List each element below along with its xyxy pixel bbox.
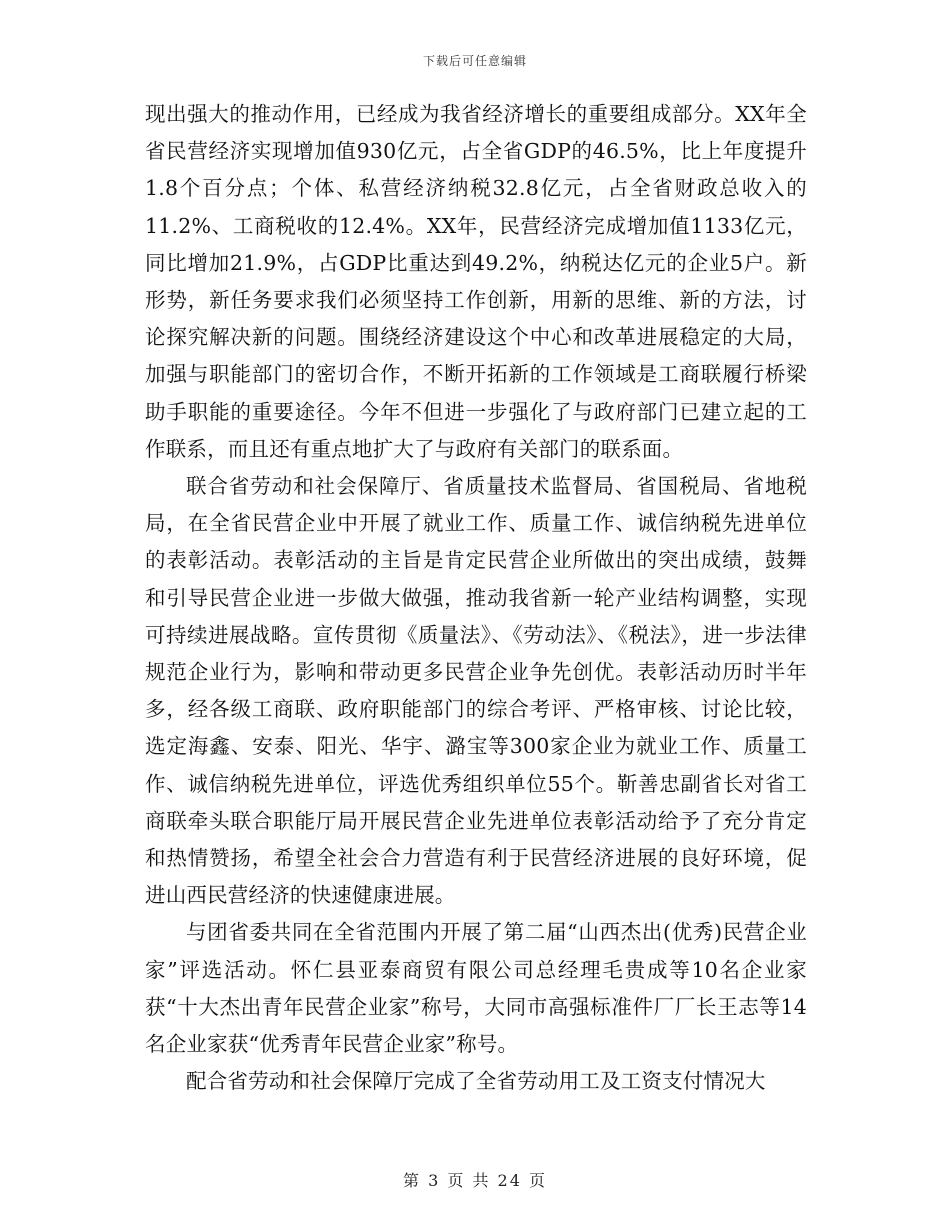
page-header-note: 下载后可任意编辑	[422, 54, 527, 68]
paragraph-continuation: 现出强大的推动作用，已经成为我省经济增长的重要组成部分。XX年全省民营经济实现增加值930亿元，占全省GDP的46.5%，比上年度提升1.8个百分点；个体、私营经济纳税32.8亿元，占全省财政总收入的11.2%、工商税收的12.4%。XX年，民营经济完成增加值1133亿元，同比增加21.9%，占GDP比重达到49.2%，纳税达亿元的企业5户。新形势，新任务要求我们必须坚持工作创新，用新的思维、新的方法，讨论探究解决新的问题。围绕经济建设这个中心和改革进展稳定的大局，加强与职能部门的密切合作，不断开拓新的工作领域是工商联履行桥梁助手职能的重要途径。今年不但进一步强化了与政府部门已建立起的工作联系，而且还有重点地扩大了与政府有关部门的联系面。	[145, 102, 807, 461]
paragraph-labor-survey: 配合省劳动和社会保障厅完成了全省劳动用工及工资支付情况大	[186, 1069, 766, 1094]
paragraph-commendation: 联合省劳动和社会保障厅、省质量技术监督局、省国税局、省地税局，在全省民营企业中开展了就业工作、质量工作、诚信纳税先进单位的表彰活动。表彰活动的主旨是肯定民营企业所做出的突出成绩，鼓舞和引导民营企业进一步做大做强，推动我省新一轮产业结构调整，实现可持续进展战略。宣传贯彻《质量法》、《劳动法》、《税法》，进一步法律规范企业行为，影响和带动更多民营企业争先创优。表彰活动历时半年多，经各级工商联、政府职能部门的综合考评、严格审核、讨论比较，选定海鑫、安泰、阳光、华宇、潞宝等300家企业为就业工作、质量工作、诚信纳税先进单位，评选优秀组织单位55个。靳善忠副省长对省工商联牵头联合职能厅局开展民营企业先进单位表彰活动给予了充分肯定和热情赞扬，希望全社会合力营造有利于民营经济进展的良好环境，促进山西民营经济的快速健康进展。	[145, 474, 807, 908]
paragraph-entrepreneur-selection: 与团省委共同在全省范围内开展了第二届“山西杰出(优秀)民营企业家”评选活动。怀仁县亚泰商贸有限公司总经理毛贵成等10名企业家获“十大杰出青年民营企业家”称号，大同市高强标准件厂厂长王志等14名企业家获“优秀青年民营企业家”称号。	[145, 920, 807, 1057]
page-number: 第 3 页 共 24 页	[403, 1171, 547, 1190]
document-body	[145, 96, 807, 1100]
